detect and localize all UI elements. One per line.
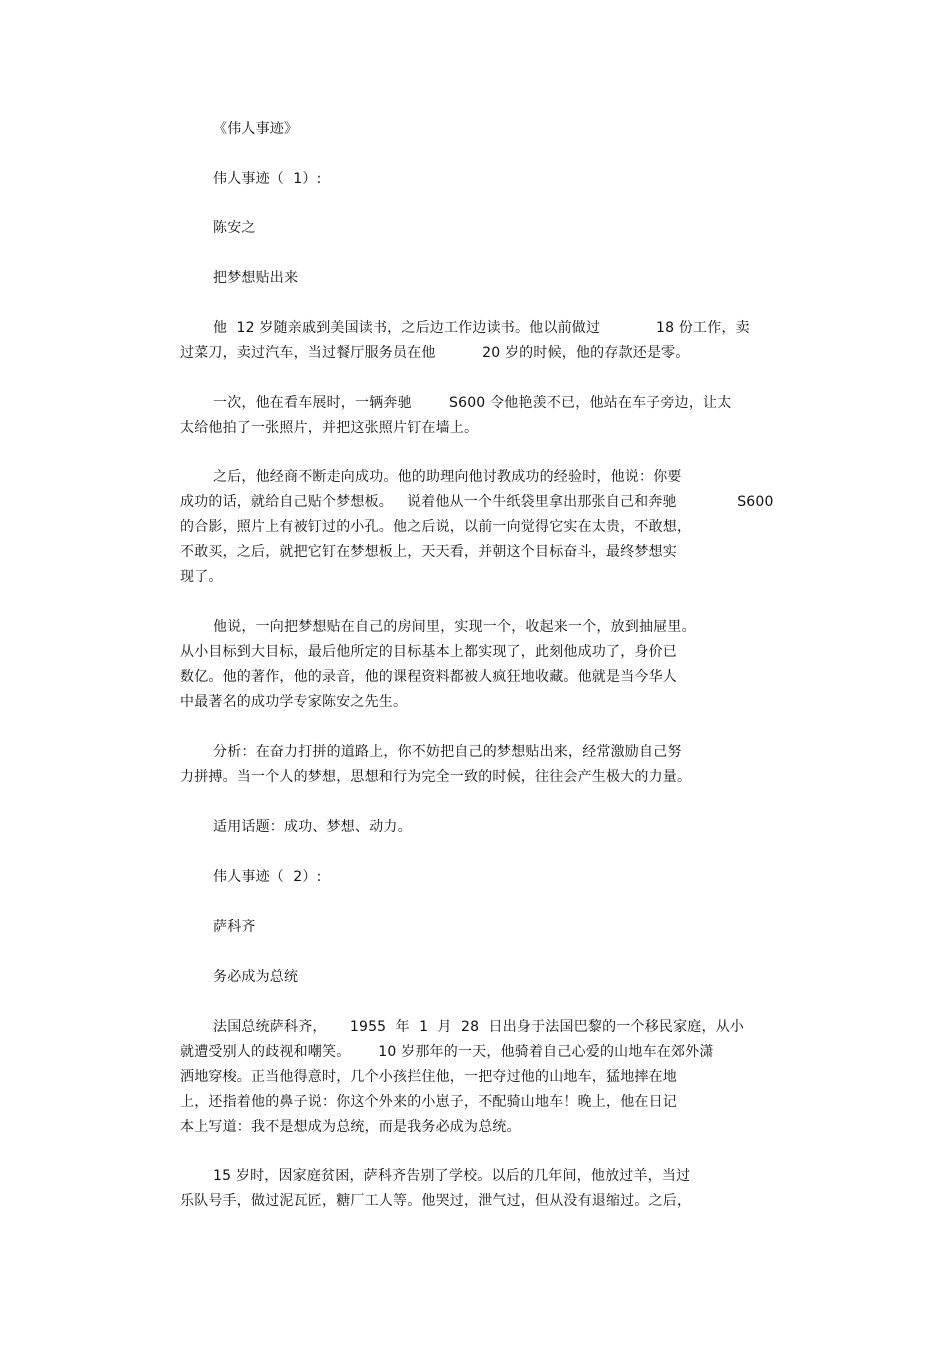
section-heading: 伟人事迹（ 2）: bbox=[213, 869, 322, 885]
section-heading: 伟人事迹（ 1）: bbox=[213, 171, 322, 187]
paragraph-line: 洒地穿梭。正当他得意时，几个小孩拦住他，一把夺过他的山地车，猛地摔在地 bbox=[180, 1069, 677, 1085]
paragraph-line: 法国总统萨科齐， 1955 年 1 月 28 日出身于法国巴黎的一个移民家庭，从小 bbox=[213, 1019, 745, 1035]
document-title: 《伟人事迹》 bbox=[213, 121, 299, 137]
paragraph-line: 上，还指着他的鼻子说：你这个外来的小崽子，不配骑山地车！晚上，他在日记 bbox=[180, 1094, 677, 1110]
paragraph-line: 从小目标到大目标，最后他所定的目标基本上都实现了，此刻他成功了，身价已 bbox=[180, 644, 677, 660]
paragraph-line: 现了。 bbox=[180, 569, 223, 585]
paragraph-line: 不敢买，之后，就把它钉在梦想板上，天天看，并朝这个目标奋斗，最终梦想实 bbox=[180, 544, 677, 560]
person-name: 萨科齐 bbox=[213, 919, 256, 935]
story-title: 把梦想贴出来 bbox=[213, 270, 299, 286]
paragraph-line: 本上写道：我不是想成为总统，而是我务必成为总统。 bbox=[180, 1119, 521, 1135]
paragraph-line: 之后，他经商不断走向成功。他的助理向他讨教成功的经验时，他说：你要 bbox=[213, 469, 682, 485]
paragraph-line: 就遭受别人的歧视和嘲笑。 10 岁那年的一天，他骑着自己心爱的山地车在郊外潇 bbox=[180, 1044, 714, 1060]
person-name: 陈安之 bbox=[213, 220, 256, 236]
story-title: 务必成为总统 bbox=[213, 969, 299, 985]
paragraph-line: 乐队号手，做过泥瓦匠，糖厂工人等。他哭过，泄气过，但从没有退缩过。之后， bbox=[180, 1193, 692, 1209]
paragraph-line: 他 12 岁随亲戚到美国读书，之后边工作边读书。他以前做过 18 份工作，卖 bbox=[213, 320, 750, 336]
paragraph-line: 一次，他在看车展时，一辆奔驰 S600 令他艳羡不已，他站在车子旁边，让太 bbox=[213, 395, 732, 411]
paragraph-line: 成功的话，就给自己贴个梦想板。 说着他从一个牛纸袋里拿出那张自己和奔驰 S600 bbox=[180, 494, 774, 510]
paragraph-line: 过菜刀，卖过汽车，当过餐厅服务员在他 20 岁的时候，他的存款还是零。 bbox=[180, 345, 690, 361]
paragraph-line: 他说，一向把梦想贴在自己的房间里，实现一个，收起来一个，放到抽屉里。 bbox=[213, 619, 696, 635]
topics-line: 适用话题：成功、梦想、动力。 bbox=[213, 819, 412, 835]
paragraph-line: 15 岁时，因家庭贫困，萨科齐告别了学校。以后的几年间，他放过羊，当过 bbox=[213, 1168, 691, 1184]
paragraph-line: 中最著名的成功学专家陈安之先生。 bbox=[180, 694, 408, 710]
paragraph-line: 的合影，照片上有被钉过的小孔。他之后说，以前一向觉得它实在太贵，不敢想， bbox=[180, 519, 692, 535]
paragraph-line: 数亿。他的著作，他的录音，他的课程资料都被人疯狂地收藏。他就是当今华人 bbox=[180, 669, 677, 685]
paragraph-line: 太给他拍了一张照片，并把这张照片钉在墙上。 bbox=[180, 420, 479, 436]
analysis-line: 分析：在奋力打拼的道路上，你不妨把自己的梦想贴出来，经常激励自己努 bbox=[213, 744, 682, 760]
analysis-line: 力拼搏。当一个人的梦想，思想和行为完全一致的时候，往往会产生极大的力量。 bbox=[180, 769, 692, 785]
